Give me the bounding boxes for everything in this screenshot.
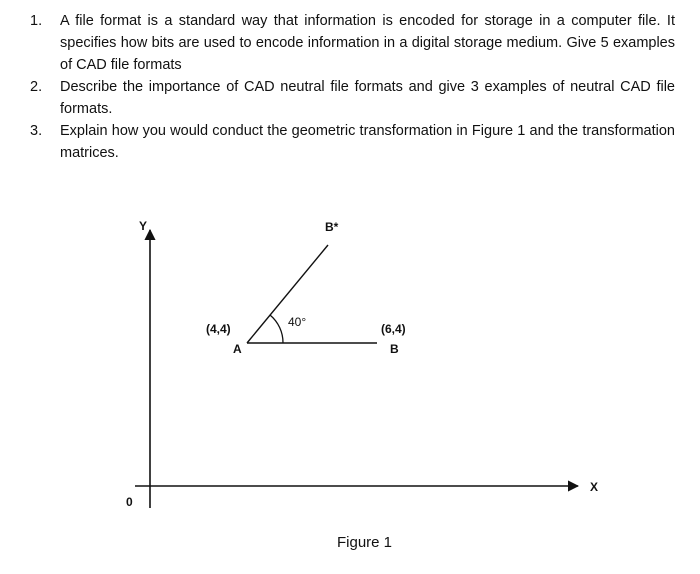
origin-label: 0 [126, 495, 133, 509]
point-a-label: A [233, 342, 242, 356]
y-axis-label: Y [139, 219, 148, 233]
point-b-coord: (6,4) [381, 322, 406, 336]
angle-label: 40° [288, 315, 307, 329]
question-text: Explain how you would conduct the geometric transformation in Figure 1 and the transformation matrices. [60, 123, 675, 161]
x-axis-label: X [590, 480, 599, 494]
point-bstar-label: B* [325, 220, 339, 234]
question-text: Describe the importance of CAD neutral file formats and give 3 examples of neutral CAD file formats. [60, 79, 675, 117]
question-number: 2. [30, 79, 43, 95]
point-a-coord: (4,4) [206, 322, 231, 336]
question-number: 3. [30, 123, 43, 139]
question-text: A file format is a standard way that information is encoded for storage in a computer file. It specifies how bits are used to encode information in a digital storage medium. Give 5 examples of CAD file formats [60, 13, 675, 73]
angle-arc [270, 315, 283, 343]
point-b-label: B [390, 342, 399, 356]
question-number: 1. [30, 13, 43, 29]
figure-caption: Figure 1 [337, 534, 393, 551]
